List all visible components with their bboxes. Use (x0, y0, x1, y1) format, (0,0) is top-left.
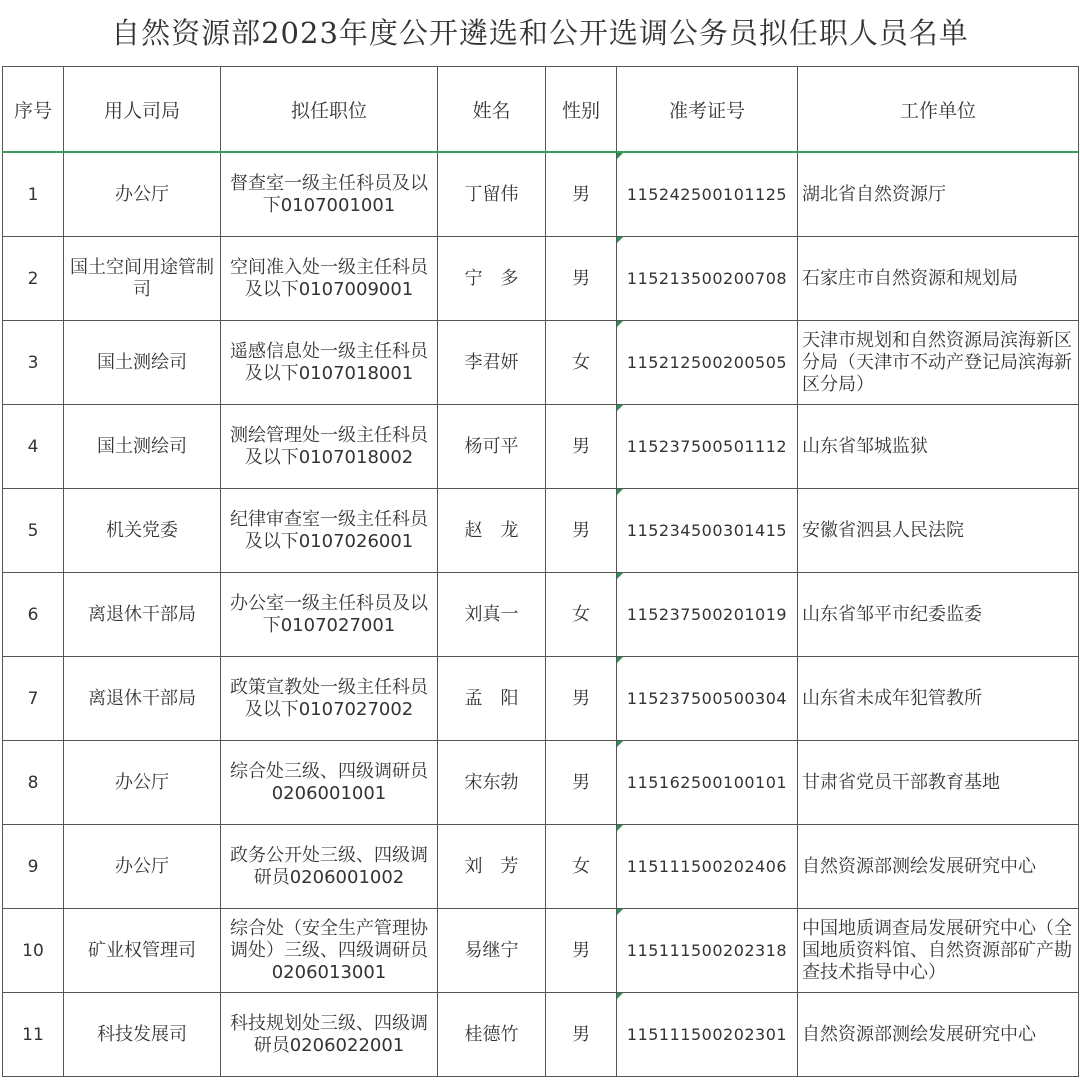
cell-position: 科技规划处三级、四级调研员0206022001 (221, 993, 438, 1077)
cell-seq: 3 (3, 321, 64, 405)
cell-bureau: 办公厅 (64, 741, 221, 825)
cell-name: 易继宁 (438, 909, 546, 993)
cell-bureau: 国土空间用途管制司 (64, 237, 221, 321)
cell-bureau: 国土测绘司 (64, 321, 221, 405)
cell-name: 宁 多 (438, 237, 546, 321)
cell-gender: 男 (546, 909, 617, 993)
cell-gender: 女 (546, 321, 617, 405)
cell-position: 测绘管理处一级主任科员及以下0107018002 (221, 405, 438, 489)
cell-position: 政策宣教处一级主任科员及以下0107027002 (221, 657, 438, 741)
cell-position: 办公室一级主任科员及以下0107027001 (221, 573, 438, 657)
table-row (3, 909, 1079, 993)
cell-gender: 男 (546, 152, 617, 237)
cell-position: 综合处（安全生产管理协调处）三级、四级调研员0206013001 (221, 909, 438, 993)
cell-bureau: 机关党委 (64, 489, 221, 573)
cell-seq: 1 (3, 152, 64, 237)
cell-position: 纪律审查室一级主任科员及以下0107026001 (221, 489, 438, 573)
appointee-table (2, 66, 1079, 1077)
table-row (3, 489, 1079, 573)
table-row (3, 152, 1079, 237)
cell-gender: 女 (546, 573, 617, 657)
table-row (3, 993, 1079, 1077)
header-position: 拟任职位 (221, 67, 438, 153)
header-exam-no: 准考证号 (617, 67, 798, 153)
cell-position: 督查室一级主任科员及以下0107001001 (221, 152, 438, 237)
header-name: 姓名 (438, 67, 546, 153)
cell-work-unit: 中国地质调查局发展研究中心（全国地质资料馆、自然资源部矿产勘查技术指导中心） (798, 909, 1079, 993)
cell-bureau: 离退休干部局 (64, 657, 221, 741)
cell-seq: 2 (3, 237, 64, 321)
table-row (3, 657, 1079, 741)
cell-bureau: 离退休干部局 (64, 573, 221, 657)
header-work-unit: 工作单位 (798, 67, 1079, 153)
cell-gender: 女 (546, 825, 617, 909)
cell-gender: 男 (546, 741, 617, 825)
page-title: 自然资源部2023年度公开遴选和公开选调公务员拟任职人员名单 (111, 16, 969, 50)
cell-exam-no: 115237500501112 (617, 405, 798, 489)
table-row (3, 321, 1079, 405)
cell-exam-no: 115162500100101 (617, 741, 798, 825)
cell-name: 刘真一 (438, 573, 546, 657)
cell-position: 综合处三级、四级调研员0206001001 (221, 741, 438, 825)
cell-gender: 男 (546, 993, 617, 1077)
cell-exam-no: 115212500200505 (617, 321, 798, 405)
cell-bureau: 科技发展司 (64, 993, 221, 1077)
cell-name: 刘 芳 (438, 825, 546, 909)
table-row (3, 237, 1079, 321)
table-row (3, 573, 1079, 657)
cell-position: 遥感信息处一级主任科员及以下0107018001 (221, 321, 438, 405)
header-gender: 性别 (546, 67, 617, 153)
cell-work-unit: 山东省邹平市纪委监委 (798, 573, 1079, 657)
cell-gender: 男 (546, 237, 617, 321)
cell-name: 丁留伟 (438, 152, 546, 237)
cell-seq: 10 (3, 909, 64, 993)
cell-seq: 11 (3, 993, 64, 1077)
cell-work-unit: 安徽省泗县人民法院 (798, 489, 1079, 573)
cell-work-unit: 天津市规划和自然资源局滨海新区分局（天津市不动产登记局滨海新区分局） (798, 321, 1079, 405)
cell-work-unit: 山东省未成年犯管教所 (798, 657, 1079, 741)
cell-gender: 男 (546, 405, 617, 489)
cell-exam-no: 115111500202318 (617, 909, 798, 993)
cell-gender: 男 (546, 657, 617, 741)
cell-gender: 男 (546, 489, 617, 573)
cell-bureau: 办公厅 (64, 152, 221, 237)
cell-work-unit: 甘肃省党员干部教育基地 (798, 741, 1079, 825)
header-seq: 序号 (3, 67, 64, 153)
cell-work-unit: 山东省邹城监狱 (798, 405, 1079, 489)
cell-position: 空间准入处一级主任科员及以下0107009001 (221, 237, 438, 321)
cell-work-unit: 自然资源部测绘发展研究中心 (798, 825, 1079, 909)
cell-seq: 9 (3, 825, 64, 909)
cell-bureau: 国土测绘司 (64, 405, 221, 489)
cell-name: 宋东勃 (438, 741, 546, 825)
cell-exam-no: 115237500500304 (617, 657, 798, 741)
cell-bureau: 办公厅 (64, 825, 221, 909)
cell-name: 李君妍 (438, 321, 546, 405)
cell-seq: 6 (3, 573, 64, 657)
cell-exam-no: 115237500201019 (617, 573, 798, 657)
table-row (3, 741, 1079, 825)
cell-work-unit: 自然资源部测绘发展研究中心 (798, 993, 1079, 1077)
cell-work-unit: 石家庄市自然资源和规划局 (798, 237, 1079, 321)
cell-bureau: 矿业权管理司 (64, 909, 221, 993)
cell-seq: 4 (3, 405, 64, 489)
table-row (3, 825, 1079, 909)
cell-name: 赵 龙 (438, 489, 546, 573)
cell-exam-no: 115234500301415 (617, 489, 798, 573)
cell-seq: 7 (3, 657, 64, 741)
header-bureau: 用人司局 (64, 67, 221, 153)
cell-exam-no: 115213500200708 (617, 237, 798, 321)
cell-name: 桂德竹 (438, 993, 546, 1077)
cell-name: 孟 阳 (438, 657, 546, 741)
table-row (3, 405, 1079, 489)
cell-position: 政务公开处三级、四级调研员0206001002 (221, 825, 438, 909)
cell-seq: 8 (3, 741, 64, 825)
cell-name: 杨可平 (438, 405, 546, 489)
cell-work-unit: 湖北省自然资源厅 (798, 152, 1079, 237)
cell-exam-no: 115111500202301 (617, 993, 798, 1077)
header-row (3, 67, 1079, 153)
cell-exam-no: 115242500101125 (617, 152, 798, 237)
cell-exam-no: 115111500202406 (617, 825, 798, 909)
cell-seq: 5 (3, 489, 64, 573)
